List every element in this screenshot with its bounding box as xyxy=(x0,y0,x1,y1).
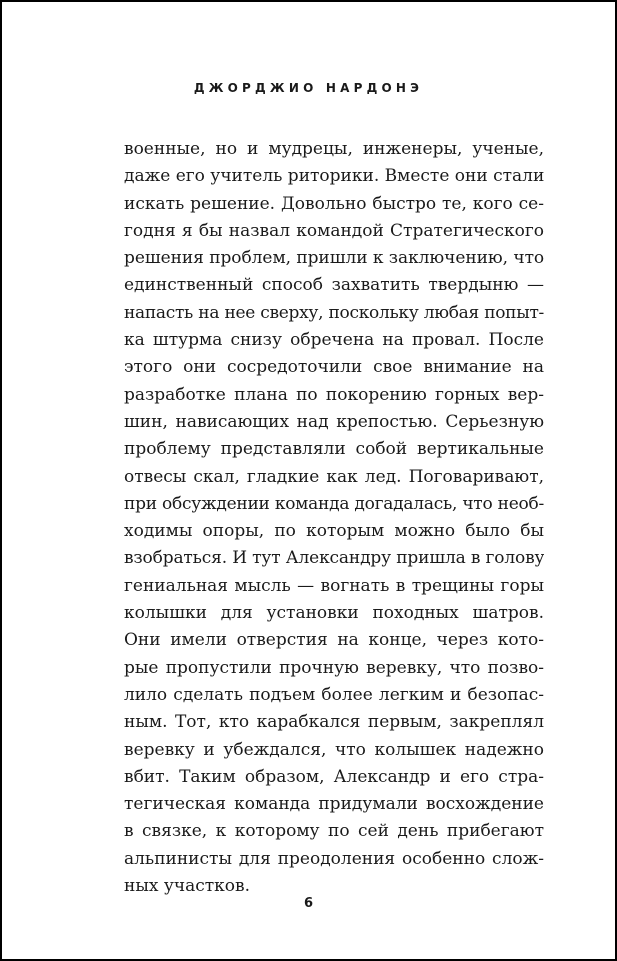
text-line: вбит. Таким образом, Александр и его стра- xyxy=(124,766,544,787)
text-line: искать решение. Довольно быстро те, кого се- xyxy=(124,193,544,214)
page-number: 6 xyxy=(303,896,314,911)
text-line: решения проблем, пришли к заключению, что xyxy=(124,248,544,269)
text-line: ходимы опоры, по которым можно было бы xyxy=(124,521,544,542)
text-line: Они имели отверстия на конце, через кото- xyxy=(124,630,544,651)
text-line: взобраться. И тут Александру пришла в голову xyxy=(124,548,544,569)
text-line: шин, нависающих над крепостью. Серьезную xyxy=(124,411,544,432)
text-line: рые пропустили прочную веревку, что позво- xyxy=(124,657,544,678)
text-line: ным. Тот, кто карабкался первым, закреплял xyxy=(124,712,544,733)
text-line: этого они сосредоточили свое внимание на xyxy=(124,357,544,378)
text-line: проблему представляли собой вертикальные xyxy=(124,439,544,460)
text-line: альпинисты для преодоления особенно слож- xyxy=(124,848,544,869)
running-header: ДЖОРДЖИО НАРДОНЭ xyxy=(193,81,424,95)
text-line: напасть на нее сверху, поскольку любая попыт- xyxy=(124,302,544,323)
body-text xyxy=(124,136,544,900)
text-line: годня я бы назвал командой Стратегического xyxy=(124,220,544,241)
text-line-last: ных участков. xyxy=(124,876,250,897)
text-line: тегическая команда придумали восхождение xyxy=(124,794,544,815)
text-line: отвесы скал, гладкие как лед. Поговаривают, xyxy=(124,466,544,487)
text-line: колышки для установки походных шатров. xyxy=(124,603,544,624)
text-line: даже его учитель риторики. Вместе они стали xyxy=(124,166,544,187)
text-line: лило сделать подъем более легким и безопас- xyxy=(124,684,544,705)
text-line: веревку и убеждался, что колышек надежно xyxy=(124,739,544,760)
text-line: при обсуждении команда догадалась, что необ- xyxy=(124,493,544,514)
text-line: ка штурма снизу обречена на провал. После xyxy=(124,330,544,351)
text-line: разработке плана по покорению горных вер- xyxy=(124,384,544,405)
text-line: единственный способ захватить твердыню — xyxy=(124,275,544,296)
text-line: военные, но и мудрецы, инженеры, ученые, xyxy=(124,139,544,159)
text-line: гениальная мысль — вогнать в трещины горы xyxy=(124,575,544,596)
text-line: в связке, к которому по сей день прибегают xyxy=(124,821,544,842)
